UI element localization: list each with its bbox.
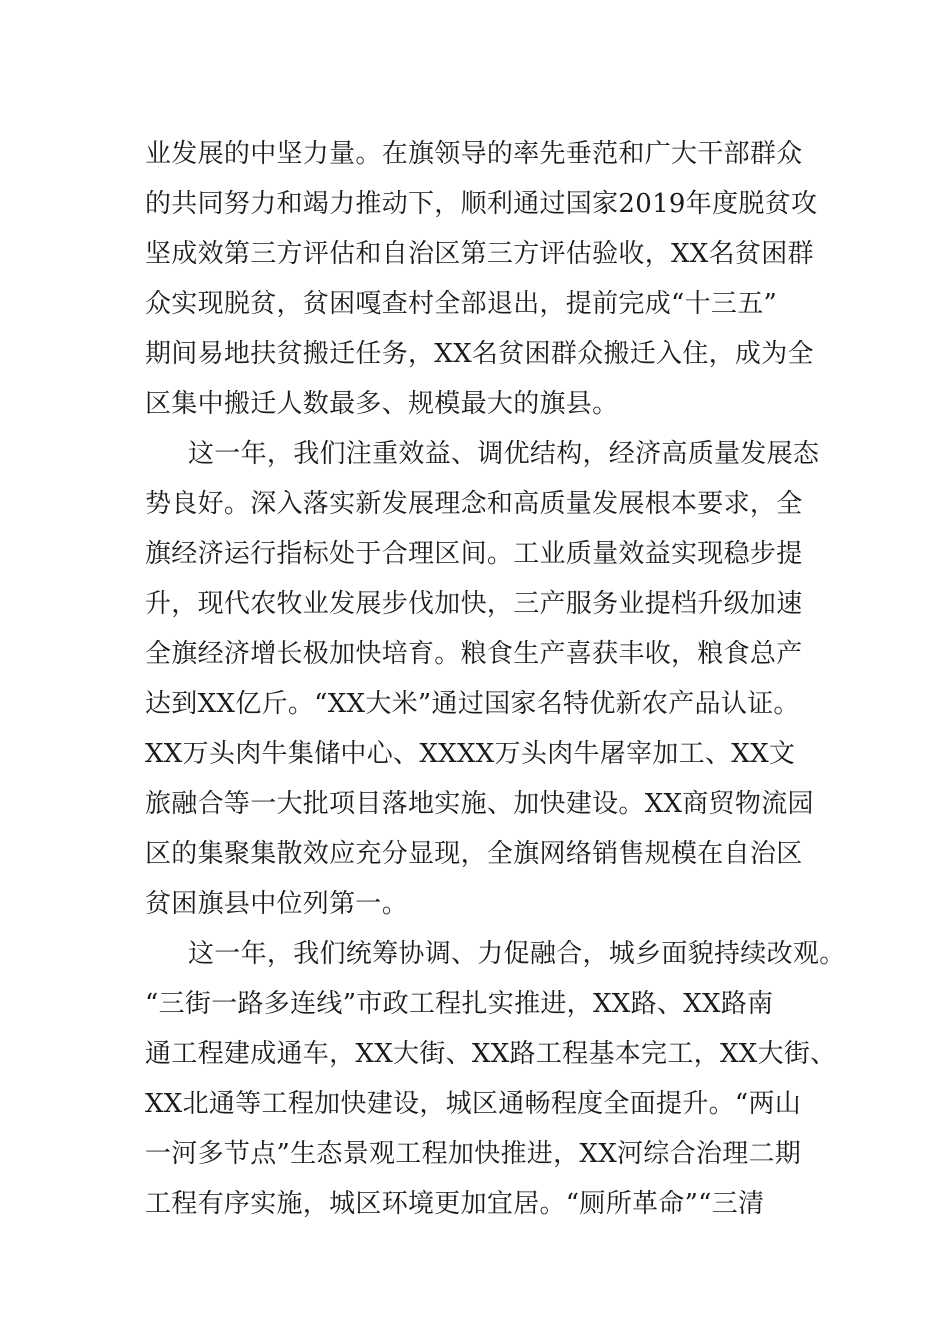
text-line: 通工程建成通车，XX大街、XX路工程基本完工，XX大街、 bbox=[145, 1039, 837, 1069]
text-line: 这一年，我们注重效益、调优结构，经济高质量发展态 bbox=[188, 439, 820, 469]
text-line: 旗经济运行指标处于合理区间。工业质量效益实现稳步提 bbox=[145, 539, 803, 569]
text-line: 众实现脱贫，贫困嘎查村全部退出，提前完成“十三五” bbox=[145, 289, 778, 319]
text-line: 区集中搬迁人数最多、规模最大的旗县。 bbox=[145, 389, 619, 419]
text-line: 势良好。深入落实新发展理念和高质量发展根本要求，全 bbox=[145, 489, 803, 519]
text-line: 贫困旗县中位列第一。 bbox=[145, 889, 409, 919]
text-line: 旅融合等一大批项目落地实施、加快建设。XX商贸物流园 bbox=[145, 789, 814, 819]
text-line: 的共同努力和竭力推动下，顺利通过国家2019年度脱贫攻 bbox=[145, 189, 818, 219]
text-line: “三街一路多连线”市政工程扎实推进，XX路、XX路南 bbox=[145, 989, 774, 1019]
paragraph-economic-development bbox=[145, 429, 825, 929]
text-line: 工程有序实施，城区环境更加宜居。“厕所革命”“三清 bbox=[145, 1189, 765, 1219]
text-line: 坚成效第三方评估和自治区第三方评估验收，XX名贫困群 bbox=[145, 239, 814, 269]
text-line: 达到XX亿斤。“XX大米”通过国家名特优新农产品认证。 bbox=[145, 689, 800, 719]
text-line: 区的集聚集散效应充分显现，全旗网络销售规模在自治区 bbox=[145, 839, 803, 869]
paragraph-urban-rural bbox=[145, 929, 846, 1229]
text-line: 业发展的中坚力量。在旗领导的率先垂范和广大干部群众 bbox=[145, 139, 803, 169]
text-line: 期间易地扶贫搬迁任务，XX名贫困群众搬迁入住，成为全 bbox=[145, 339, 814, 369]
paragraph-poverty-alleviation bbox=[145, 129, 825, 429]
text-line: XX万头肉牛集储中心、XXXX万头肉牛屠宰加工、XX文 bbox=[145, 739, 796, 769]
text-line: 升，现代农牧业发展步伐加快，三产服务业提档升级加速 bbox=[145, 589, 803, 619]
document-body bbox=[145, 129, 846, 1229]
text-line: 这一年，我们统筹协调、力促融合，城乡面貌持续改观。 bbox=[188, 939, 846, 969]
text-line: XX北通等工程加快建设，城区通畅程度全面提升。“两山 bbox=[145, 1089, 802, 1119]
text-line: 一河多节点”生态景观工程加快推进，XX河综合治理二期 bbox=[145, 1139, 802, 1169]
text-line: 全旗经济增长极加快培育。粮食生产喜获丰收，粮食总产 bbox=[145, 639, 803, 669]
